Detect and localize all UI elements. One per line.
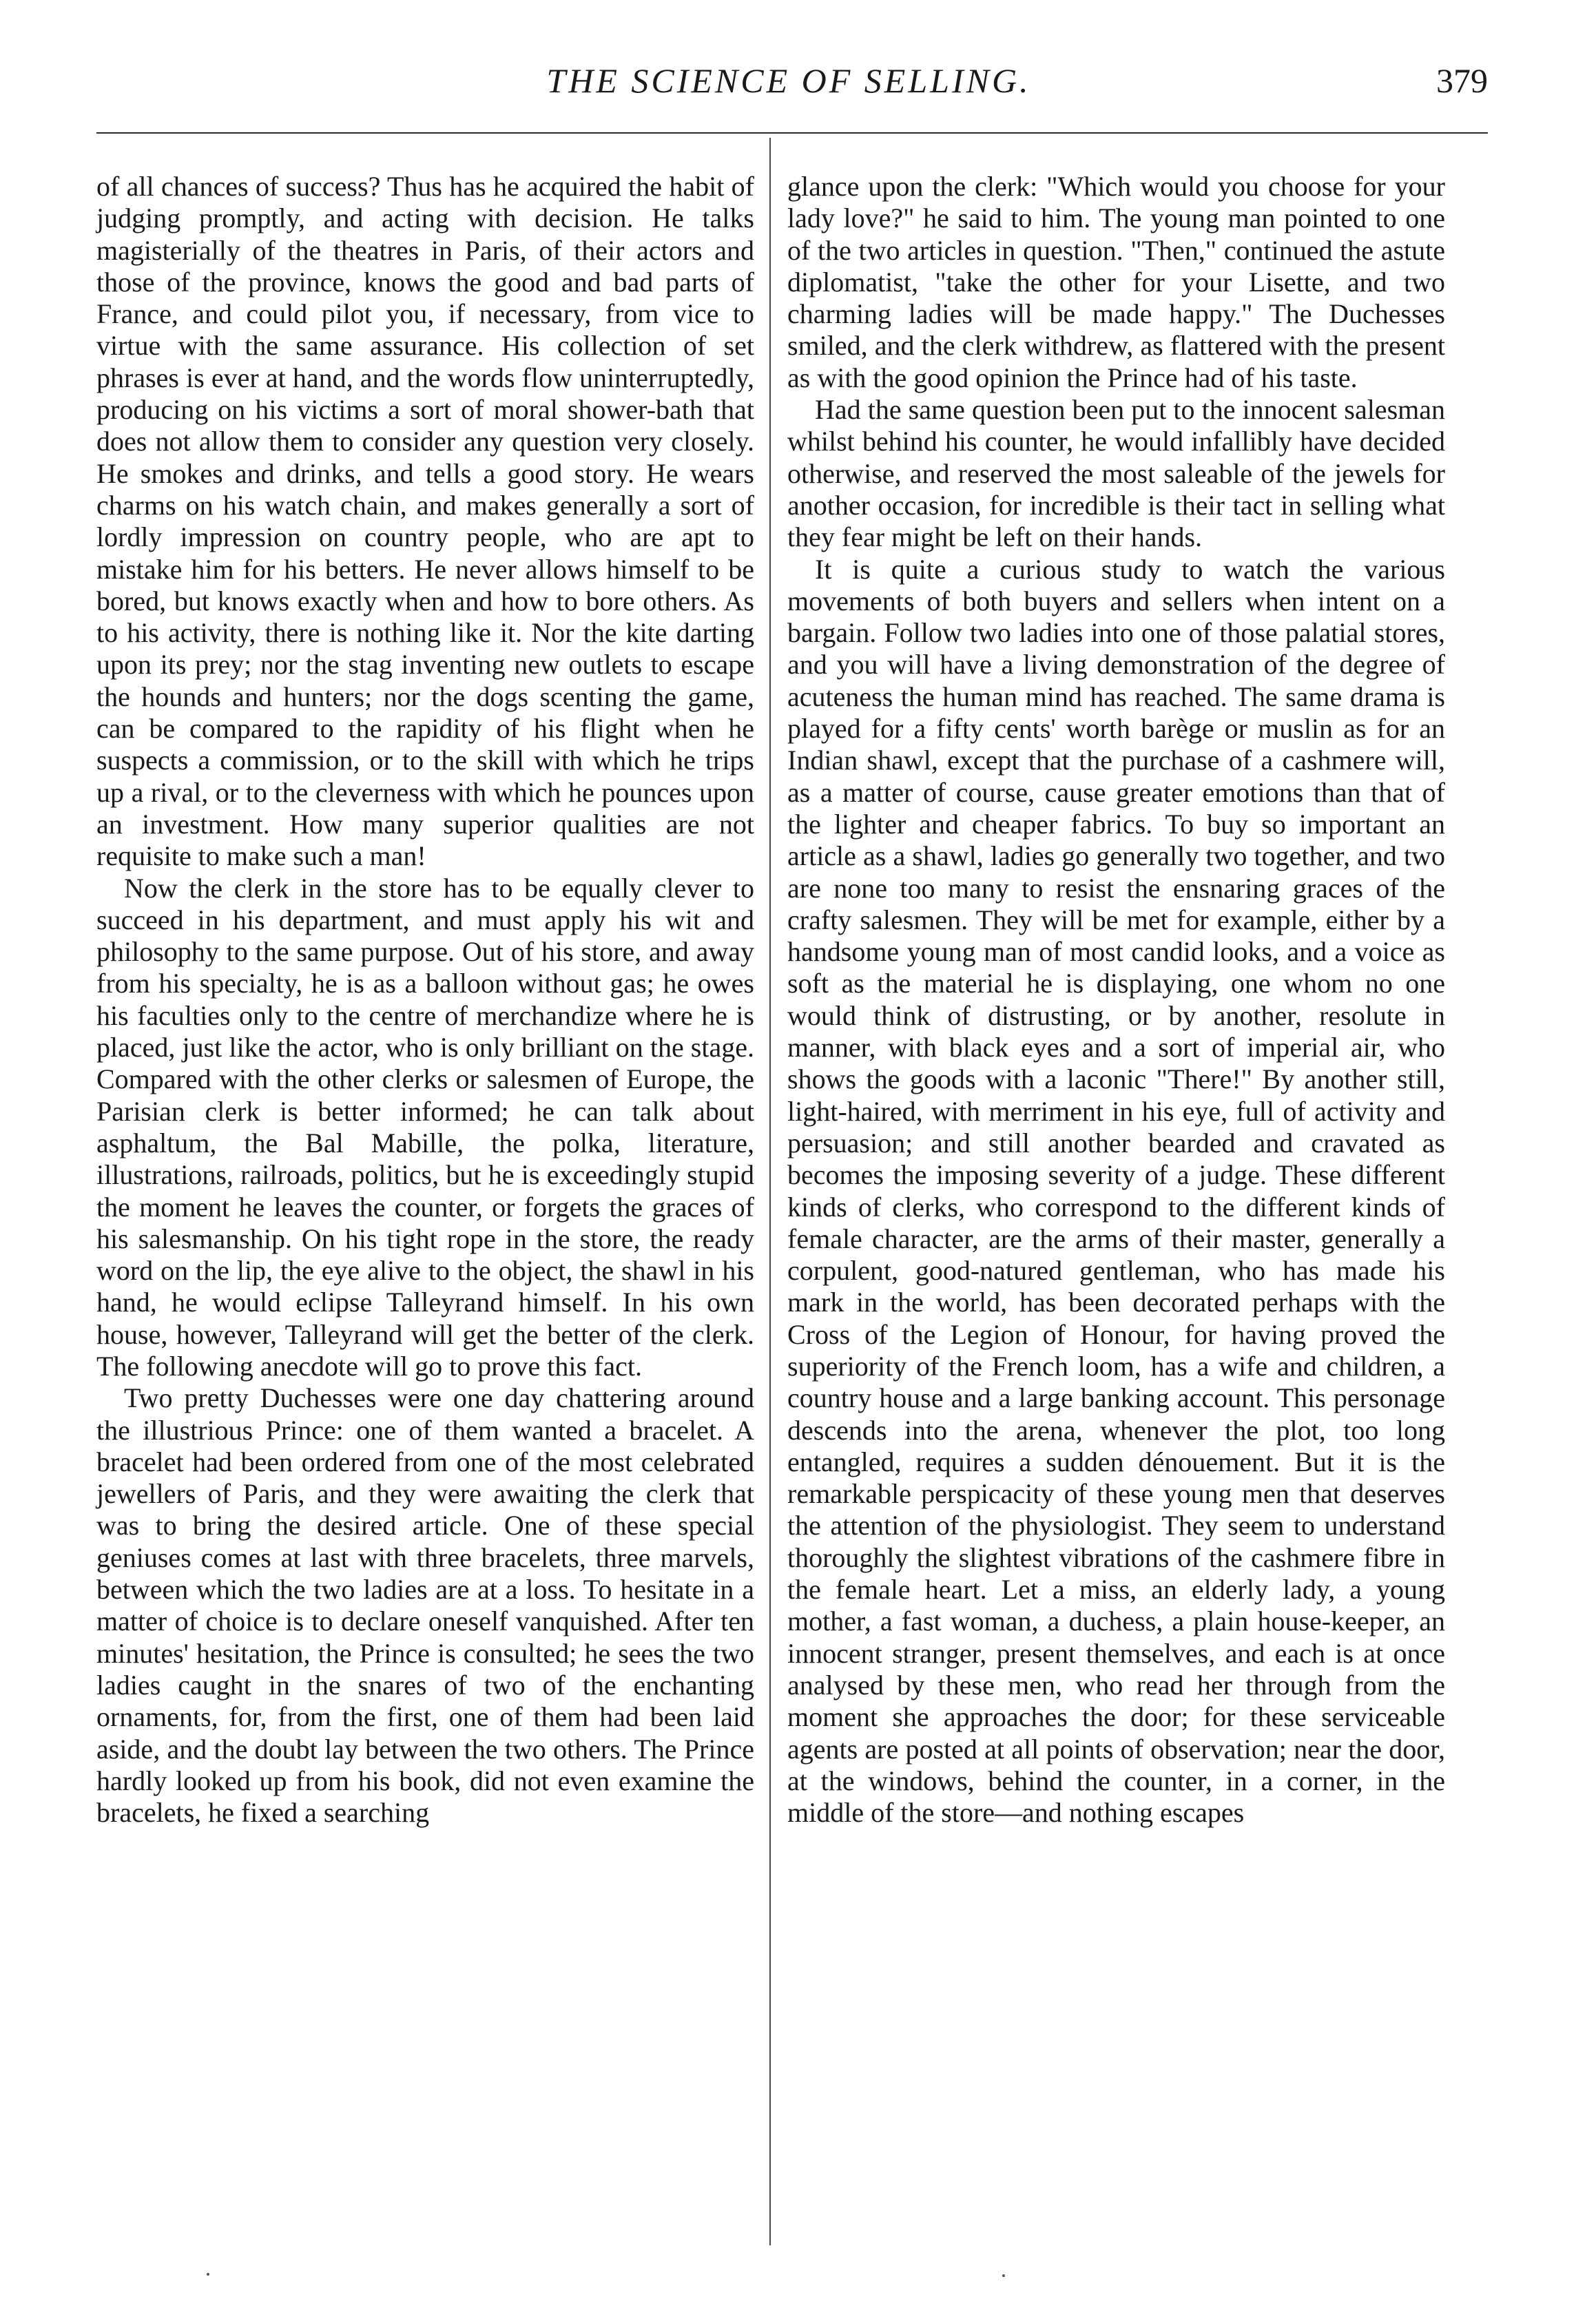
header-rule	[96, 132, 1488, 134]
print-speck	[207, 2273, 209, 2276]
column-divider	[769, 138, 771, 2245]
print-speck	[1002, 2274, 1005, 2277]
paragraph: Now the clerk in the store has to be equally clever to succeed in his department, and must apply his wit and philosophy to the same purpose. Out of his store, and away from his specialty, he is as a balloon without gas; he owes his faculties only to the centre of merchandize where he is placed, just like the actor, who is only brilliant on the stage. Compared with the other clerks or salesmen of Europe, the Parisian clerk is better informed; he can talk about asphaltum, the Bal Mabille, the polka, literature, illustrations, railroads, politics, but he is exceedingly stupid the moment he leaves the counter, or forgets the graces of his salesmanship. On his tight rope in the store, the ready word on the lip, the eye alive to the object, the shawl in his hand, he would eclipse Talleyrand himself. In his own house, however, Talleyrand will get the better of the clerk. The following anecdote will go to prove this fact.	[96, 872, 754, 1382]
paragraph: of all chances of success? Thus has he acquired the habit of judging promptly, and acting with decision. He talks magisterially of the theatres in Paris, of their actors and those of the province, knows the good and bad parts of France, and could pilot you, if necessary, from vice to virtue with the same assurance. His collection of set phrases is ever at hand, and the words flow uninterruptedly, producing on his victims a sort of moral shower-bath that does not allow them to consider any question very closely. He smokes and drinks, and tells a good story. He wears charms on his watch chain, and makes generally a sort of lordly impression on country people, who are apt to mistake him for his betters. He never allows himself to be bored, but knows exactly when and how to bore others. As to his activity, there is nothing like it. Nor the kite darting upon its prey; nor the stag inventing new outlets to escape the hounds and hunters; nor the dogs scenting the game, can be compared to the rapidity of his flight when he suspects a commission, or to the skill with which he trips up a rival, or to the cleverness with which he pounces upon an investment. How many superior qualities are not requisite to make such a man!	[96, 171, 754, 872]
running-title: THE SCIENCE OF SELLING.	[546, 61, 1031, 100]
page-header	[90, 61, 1488, 123]
right-column	[787, 171, 1445, 1829]
page-number: 379	[1436, 61, 1488, 100]
left-column	[96, 171, 754, 1829]
paragraph: Had the same question been put to the innocent salesman whilst behind his counter, he would infallibly have decided otherwise, and reserved the most saleable of the jewels for another occasion, for incredible is their tact in selling what they fear might be left on their hands.	[787, 394, 1445, 553]
paragraph: It is quite a curious study to watch the various movements of both buyers and sellers when intent on a bargain. Follow two ladies into one of those palatial stores, and you will have a living demonstration of the degree of acuteness the human mind has reached. The same drama is played for a fifty cents' worth barège or muslin as for an Indian shawl, except that the purchase of a cashmere will, as a matter of course, cause greater emotions than that of the lighter and cheaper fabrics. To buy so important an article as a shawl, ladies go generally two together, and two are none too many to resist the ensnaring graces of the crafty salesmen. They will be met for example, either by a handsome young man of most candid looks, and a voice as soft as the material he is displaying, one whom no one would think of distrusting, or by another, resolute in manner, with black eyes and a sort of imperial air, who shows the goods with a laconic "There!" By another still, light-haired, with merriment in his eye, full of activity and persuasion; and still another bearded and cravated as becomes the imposing severity of a judge. These different kinds of clerks, who correspond to the different kinds of female character, are the arms of their master, generally a corpulent, good-natured gentleman, who has made his mark in the world, has been decorated perhaps with the Cross of the Legion of Honour, for having proved the superiority of the French loom, has a wife and children, a country house and a large banking account. This personage descends into the arena, whenever the plot, too long entangled, requires a sudden dénouement. But it is the remarkable perspicacity of these young men that deserves the attention of the physiologist. They seem to understand thoroughly the slightest vibrations of the cashmere fibre in the female heart. Let a miss, an elderly lady, a young mother, a fast woman, a duchess, a plain house-keeper, an innocent stranger, present themselves, and each is at once analysed by these men, who read her through from the moment she approaches the door; for these serviceable agents are posted at all points of observation; near the door, at the windows, behind the counter, in a corner, in the middle of the store—and nothing escapes	[787, 553, 1445, 1829]
paragraph: glance upon the clerk: "Which would you choose for your lady love?" he said to him. The young man pointed to one of the two articles in question. "Then," continued the astute diplomatist, "take the other for your Lisette, and two charming ladies will be made happy." The Duchesses smiled, and the clerk withdrew, as flattered with the present as with the good opinion the Prince had of his taste.	[787, 171, 1445, 393]
paragraph: Two pretty Duchesses were one day chattering around the illustrious Prince: one of them wanted a bracelet. A bracelet had been ordered from one of the most celebrated jewellers of Paris, and they were awaiting the clerk that was to bring the desired article. One of these special geniuses comes at last with three bracelets, three marvels, between which the two ladies are at a loss. To hesitate in a matter of choice is to declare oneself vanquished. After ten minutes' hesitation, the Prince is consulted; he sees the two ladies caught in the snares of two of the enchanting ornaments, for, from the first, one of them had been laid aside, and the doubt lay between the two others. The Prince hardly looked up from his book, did not even examine the bracelets, he fixed a searching	[96, 1382, 754, 1829]
